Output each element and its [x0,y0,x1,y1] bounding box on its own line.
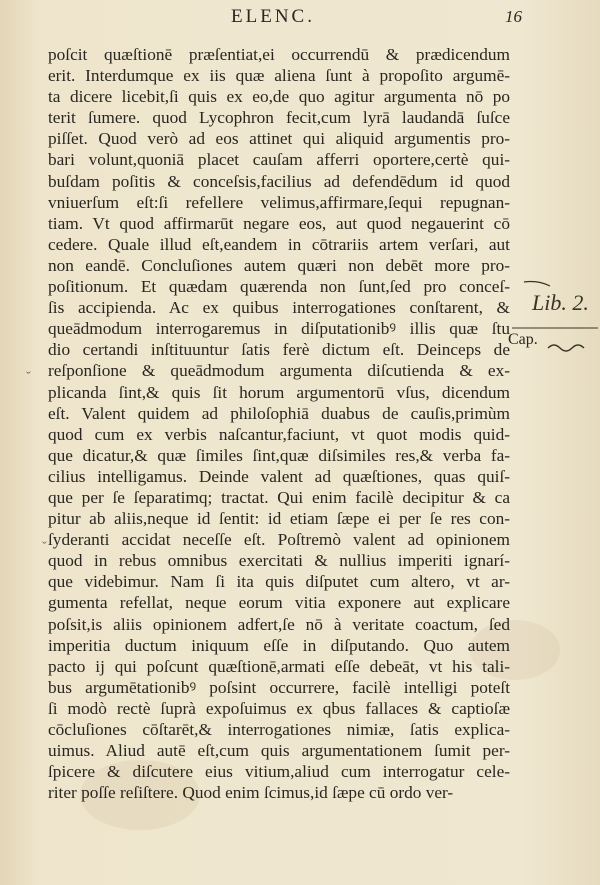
text-line: que per ſe ſeparatimq; tractat. Qui enim facilè decipitur & ca [48,487,510,507]
text-line: quod cum ex verbis naſcantur,faciunt, vt quot modis quid- [48,424,510,444]
text-line: bari volunt,quoniā placet cauſam afferri oportere,certè qui- [48,150,510,170]
text-line: vniuerſum eſt:ſi refellere velimus,affirmare,ſequi repugnan- [48,192,510,212]
text-line: uimus. Aliud autē eſt,cum quis argumentationem ſumit per- [48,741,510,761]
text-line: ſpicere & diſcutere eius vitium,aliud cum interrogatur cele- [48,762,510,782]
text-line: queādmodum interrogaremus in diſputationibꝰ illis quæ ſtu [48,319,510,339]
text-line: quod in rebus omnibus exercitati & nullius imperiti ignarí- [48,551,510,571]
text-line: eſt. Valent quidem ad philoſophiā duabus de cauſis,primùm [48,403,510,423]
text-line: ſi modò rectè ſuprà expoſuimus ex qbus fallaces & captioſæ [48,698,510,718]
margin-mark: ˇ [42,540,47,555]
page-number: 16 [505,7,522,26]
text-line: poſsit,is aliis opinionem adfert,ſe nō à veritate coactum, ſed [48,614,510,634]
marginal-annotation [510,278,600,358]
body-text [48,44,510,803]
text-line: cōcluſiones cōſtarēt,& interrogationes nimiæ, ſatis explica- [48,720,510,739]
text-line: non eandē. Concluſiones autem quæri non debēt more pro- [48,255,510,275]
text-line: ſis accipienda. Ac ex quibus interrogationes conſtarent, & [48,298,510,318]
text-line: pacto ij qui poſcunt quæſtionē,armati eſſe debeāt, vt his tali- [48,656,510,676]
text-line: tiam. Vt quod affirmarūt negare eos, aut quod negauerint cō [48,213,510,233]
margin-mark: ˇ [26,370,31,385]
running-head: ELENC. [231,6,315,27]
margin-book-note: Lib. 2. [532,290,589,315]
text-line: buſdam poſitis & conceſsis,facilius ad defendēdum id quod [48,171,510,191]
text-line: reſponſione & queādmodum argumenta diſcutienda & ex- [48,361,510,381]
text-line: cilius intelligamus. Deinde valent ad quæſtiones, quas quiſ- [48,466,510,486]
text-line: poſcit quæſtionē præſentiat,ei occurrendū & prædicendum [48,45,510,64]
text-line: ta dicere licebit,ſi quis ex eo,de quo agitur argumenta nō po [48,87,510,107]
text-line: erit. Interdumque ex iis quæ aliena ſunt à propoſito argumē- [48,66,510,86]
text-line: imperitia ductum iniquum eſſe in diſputando. Quo autem [48,635,510,655]
text-line: plicanda ſint,& quis ſit horum argumentorū vſus, dicendum [48,382,510,402]
page-header [0,6,600,36]
text-line: que dicatur,& quæ ſimiles ſint,quæ diſsimiles res,& verba fa- [48,445,510,465]
text-line: terit ſumere. quod Lycophron fecit,cum lyrā laudandā ſuſce [48,108,510,128]
text-line: dio certandi inſtituuntur ſatis ferè dictum eſt. Deinceps de [48,340,510,360]
margin-chapter-note: Cap. [508,331,538,348]
text-line: poſitionum. Et quædam quærenda non ſunt,ſed pro conceſ- [48,277,510,297]
text-line: riter poſſe reſiſtere. Quod enim ſcimus,id ſæpe cū ordo ver- [48,783,454,803]
text-line: ſyderanti accidat neceſſe eſt. Poſtremò valent ad opinionem [48,530,510,550]
text-line: cedere. Quale illud eſt,eandem in cōtrariis artem verſari, aut [48,234,510,254]
text-line: que videbimur. Nam ſi ita quis diſputet cum altero, vt ar- [48,572,510,592]
text-line: bus argumētationibꝰ poſsint occurrere, facilè intelligi poteſt [48,677,510,697]
text-line: gumenta refellat, neque eorum vitia exponere aut explicare [48,593,510,613]
text-line: piſſet. Quod verò ad eos attinet qui aliquid argumentis pro- [48,129,510,149]
text-line: pitur ab aliis,neque id ſentit: id etiam ſæpe ei per ſe res con- [48,509,510,529]
